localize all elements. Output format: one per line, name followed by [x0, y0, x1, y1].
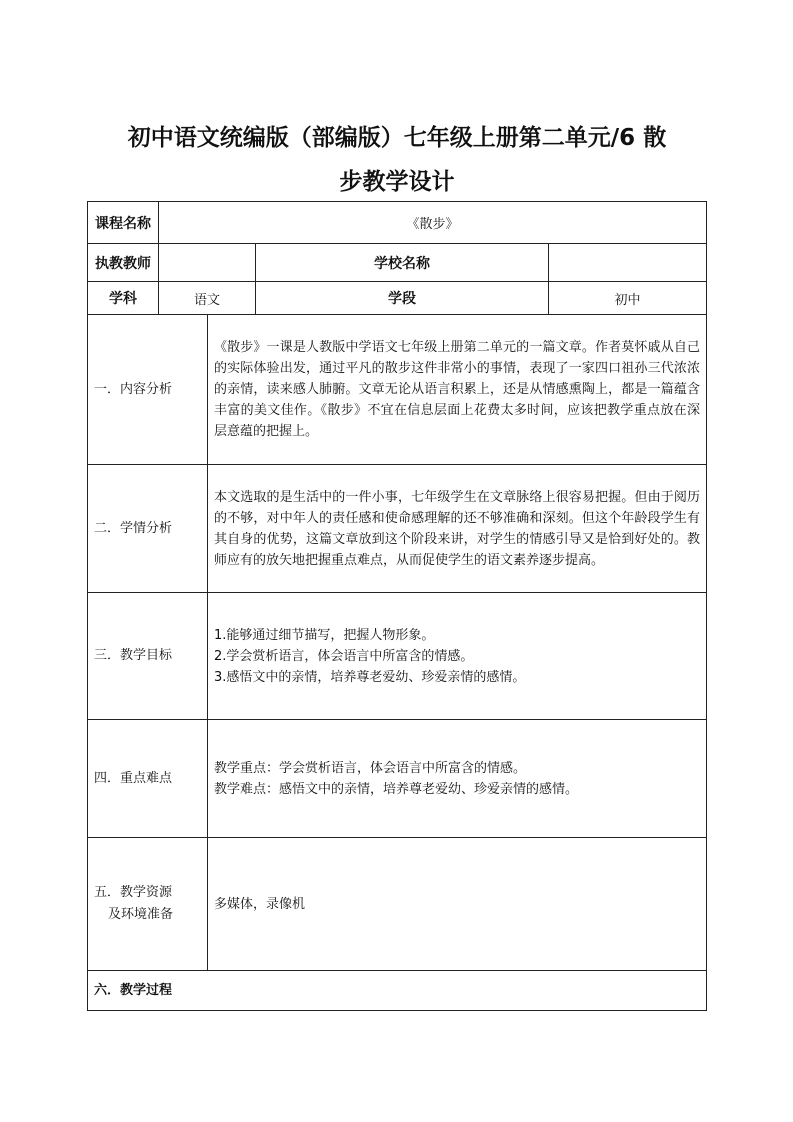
resources-label: [87, 837, 208, 971]
key-point-item: 教学难点：感悟文中的亲情，培养尊老爱幼、珍爱亲情的感情。: [214, 781, 579, 797]
stage-value: 初中: [548, 281, 707, 315]
teaching-goals-label: 三．教学目标: [87, 592, 208, 720]
content-analysis-label: 一．内容分析: [87, 314, 208, 465]
lesson-plan-table: [87, 201, 707, 1011]
teaching-process-header: 六．教学过程: [87, 970, 707, 1011]
content-analysis-text: 《散步》一课是人教版中学语文七年级上册第二单元的一篇文章。作者莫怀戚从自己的实际体验出发，通过平凡的散步这件非常小的事情，表现了一家四口祖孙三代浓浓的亲情，读来感人肺腑。文章无论从语言积累上，还是从情感熏陶上，都是一篇蕴含丰富的美文佳作。《散步》不宜在信息层面上花费太多时间，应该把教学重点放在深层意蕴的把握上。: [207, 314, 707, 465]
document-title: [88, 116, 706, 204]
title-line-1: 初中语文统编版（部编版）七年级上册第二单元/6 散: [127, 125, 667, 151]
goal-item: 3.感悟文中的亲情，培养尊老爱幼、珍爱亲情的感情。: [214, 669, 526, 685]
subject-value: 语文: [158, 281, 256, 315]
stage-label: 学段: [255, 281, 549, 315]
school-value: [548, 243, 707, 282]
goal-item: 2.学会赏析语言，体会语言中所富含的情感。: [214, 648, 474, 664]
course-label: 课程名称: [87, 201, 159, 244]
key-points-cell: [207, 719, 707, 838]
key-point-item: 教学重点：学会赏析语言，体会语言中所富含的情感。: [214, 760, 527, 776]
course-value: 《散步》: [158, 201, 707, 244]
title-line-2: 步教学设计: [339, 169, 455, 195]
subject-label: 学科: [87, 281, 159, 315]
resources-text: 多媒体，录像机: [207, 837, 707, 971]
student-analysis-text: 本文选取的是生活中的一件小事，七年级学生在文章脉络上很容易把握。但由于阅历的不够，对中年人的责任感和使命感理解的还不够准确和深刻。但这个年龄段学生有其自身的优势，这篇文章放到这个阶段来讲，对学生的情感引导又是恰到好处的。教师应有的放矢地把握重点难点，从而促使学生的语文素养逐步提高。: [207, 464, 707, 593]
key-points-label: 四．重点难点: [87, 719, 208, 838]
resources-label-line-2: 及环境准备: [108, 907, 174, 922]
school-label: 学校名称: [255, 243, 549, 282]
goal-item: 1.能够通过细节描写，把握人物形象。: [214, 627, 435, 643]
student-analysis-label: 二．学情分析: [87, 464, 208, 593]
teaching-goals-cell: [207, 592, 707, 720]
teacher-label: 执教教师: [87, 243, 159, 282]
resources-label-line-1: 五．教学资源: [94, 885, 173, 900]
teacher-value: [158, 243, 256, 282]
